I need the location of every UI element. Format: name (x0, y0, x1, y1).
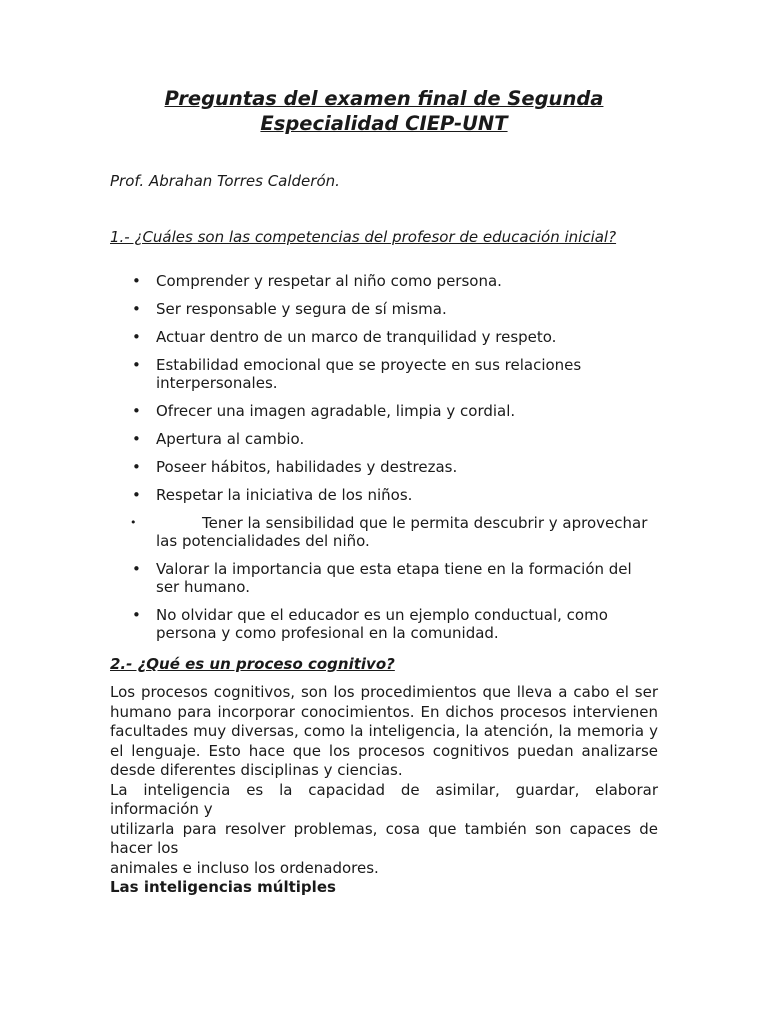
question-1-heading: 1.- ¿Cuáles son las competencias del profesor de educación inicial? (110, 228, 617, 246)
author-line: Prof. Abrahan Torres Calderón. (110, 172, 340, 190)
bullet-icon: • (130, 516, 137, 529)
bullet-icon: • (132, 606, 141, 624)
bullet-icon: • (132, 300, 141, 318)
list-item (110, 606, 655, 642)
list-item-text: Comprender y respetar al niño como persona. (156, 272, 502, 290)
list-item-text: Poseer hábitos, habilidades y destrezas. (156, 458, 458, 476)
list-item (110, 328, 655, 346)
paragraph-line: animales e incluso los ordenadores. (110, 858, 379, 877)
bullet-icon: • (132, 356, 141, 374)
list-item-text: No olvidar que el educador es un ejemplo conductual, como persona y como profesional en la comunidad. (156, 606, 608, 642)
list-item-text: Valorar la importancia que esta etapa tiene en la formación del ser humano. (156, 560, 632, 596)
list-item-text: Apertura al cambio. (156, 430, 305, 448)
list-item (110, 430, 655, 448)
bullet-icon: • (132, 458, 141, 476)
list-item (110, 402, 655, 420)
paragraph-line: La inteligencia es la capacidad de asimilar, guardar, elaborar información y (110, 780, 658, 818)
bullet-icon: • (132, 272, 141, 290)
bullet-icon: • (132, 328, 141, 346)
list-item-text: Ofrecer una imagen agradable, limpia y cordial. (156, 402, 516, 420)
list-item (110, 272, 655, 290)
answer-1-list (110, 272, 655, 652)
title-line-2: Especialidad CIEP-UNT (260, 112, 508, 135)
subheading: Las inteligencias múltiples (110, 878, 336, 896)
question-2-heading: 2.- ¿Qué es un proceso cognitivo? (110, 655, 395, 673)
list-item (110, 486, 655, 504)
list-item-text: Actuar dentro de un marco de tranquilidad y respeto. (156, 328, 557, 346)
bullet-icon: • (132, 430, 141, 448)
list-item (110, 300, 655, 318)
bullet-icon: • (132, 486, 141, 504)
paragraph-line: utilizarla para resolver problemas, cosa que también son capaces de hacer los (110, 819, 658, 857)
list-item-text: Respetar la iniciativa de los niños. (156, 486, 413, 504)
list-item (110, 560, 655, 596)
bullet-icon: • (132, 560, 141, 578)
list-item-text: Estabilidad emocional que se proyecte en sus relaciones interpersonales. (156, 356, 582, 392)
list-item-text: Tener la sensibilidad que le permita descubrir y aprovechar las potencialidades del niño. (156, 514, 648, 550)
list-item (110, 356, 655, 392)
list-item (110, 458, 655, 476)
answer-2-body (110, 683, 658, 898)
bullet-icon: • (132, 402, 141, 420)
title-line-1: Preguntas del examen final de Segunda (164, 87, 604, 110)
list-item (110, 514, 655, 550)
document-title (100, 86, 668, 136)
paragraph: Los procesos cognitivos, son los procedimientos que lleva a cabo el ser humano para incorporar conocimientos. En dichos procesos intervienen facultades muy diversas, como la inteligencia, la atención, la memoria y el lenguaje. Esto hace que los procesos cognitivos puedan analizarse desde diferentes disciplinas y ciencias. (110, 683, 658, 779)
list-item-text: Ser responsable y segura de sí misma. (156, 300, 447, 318)
